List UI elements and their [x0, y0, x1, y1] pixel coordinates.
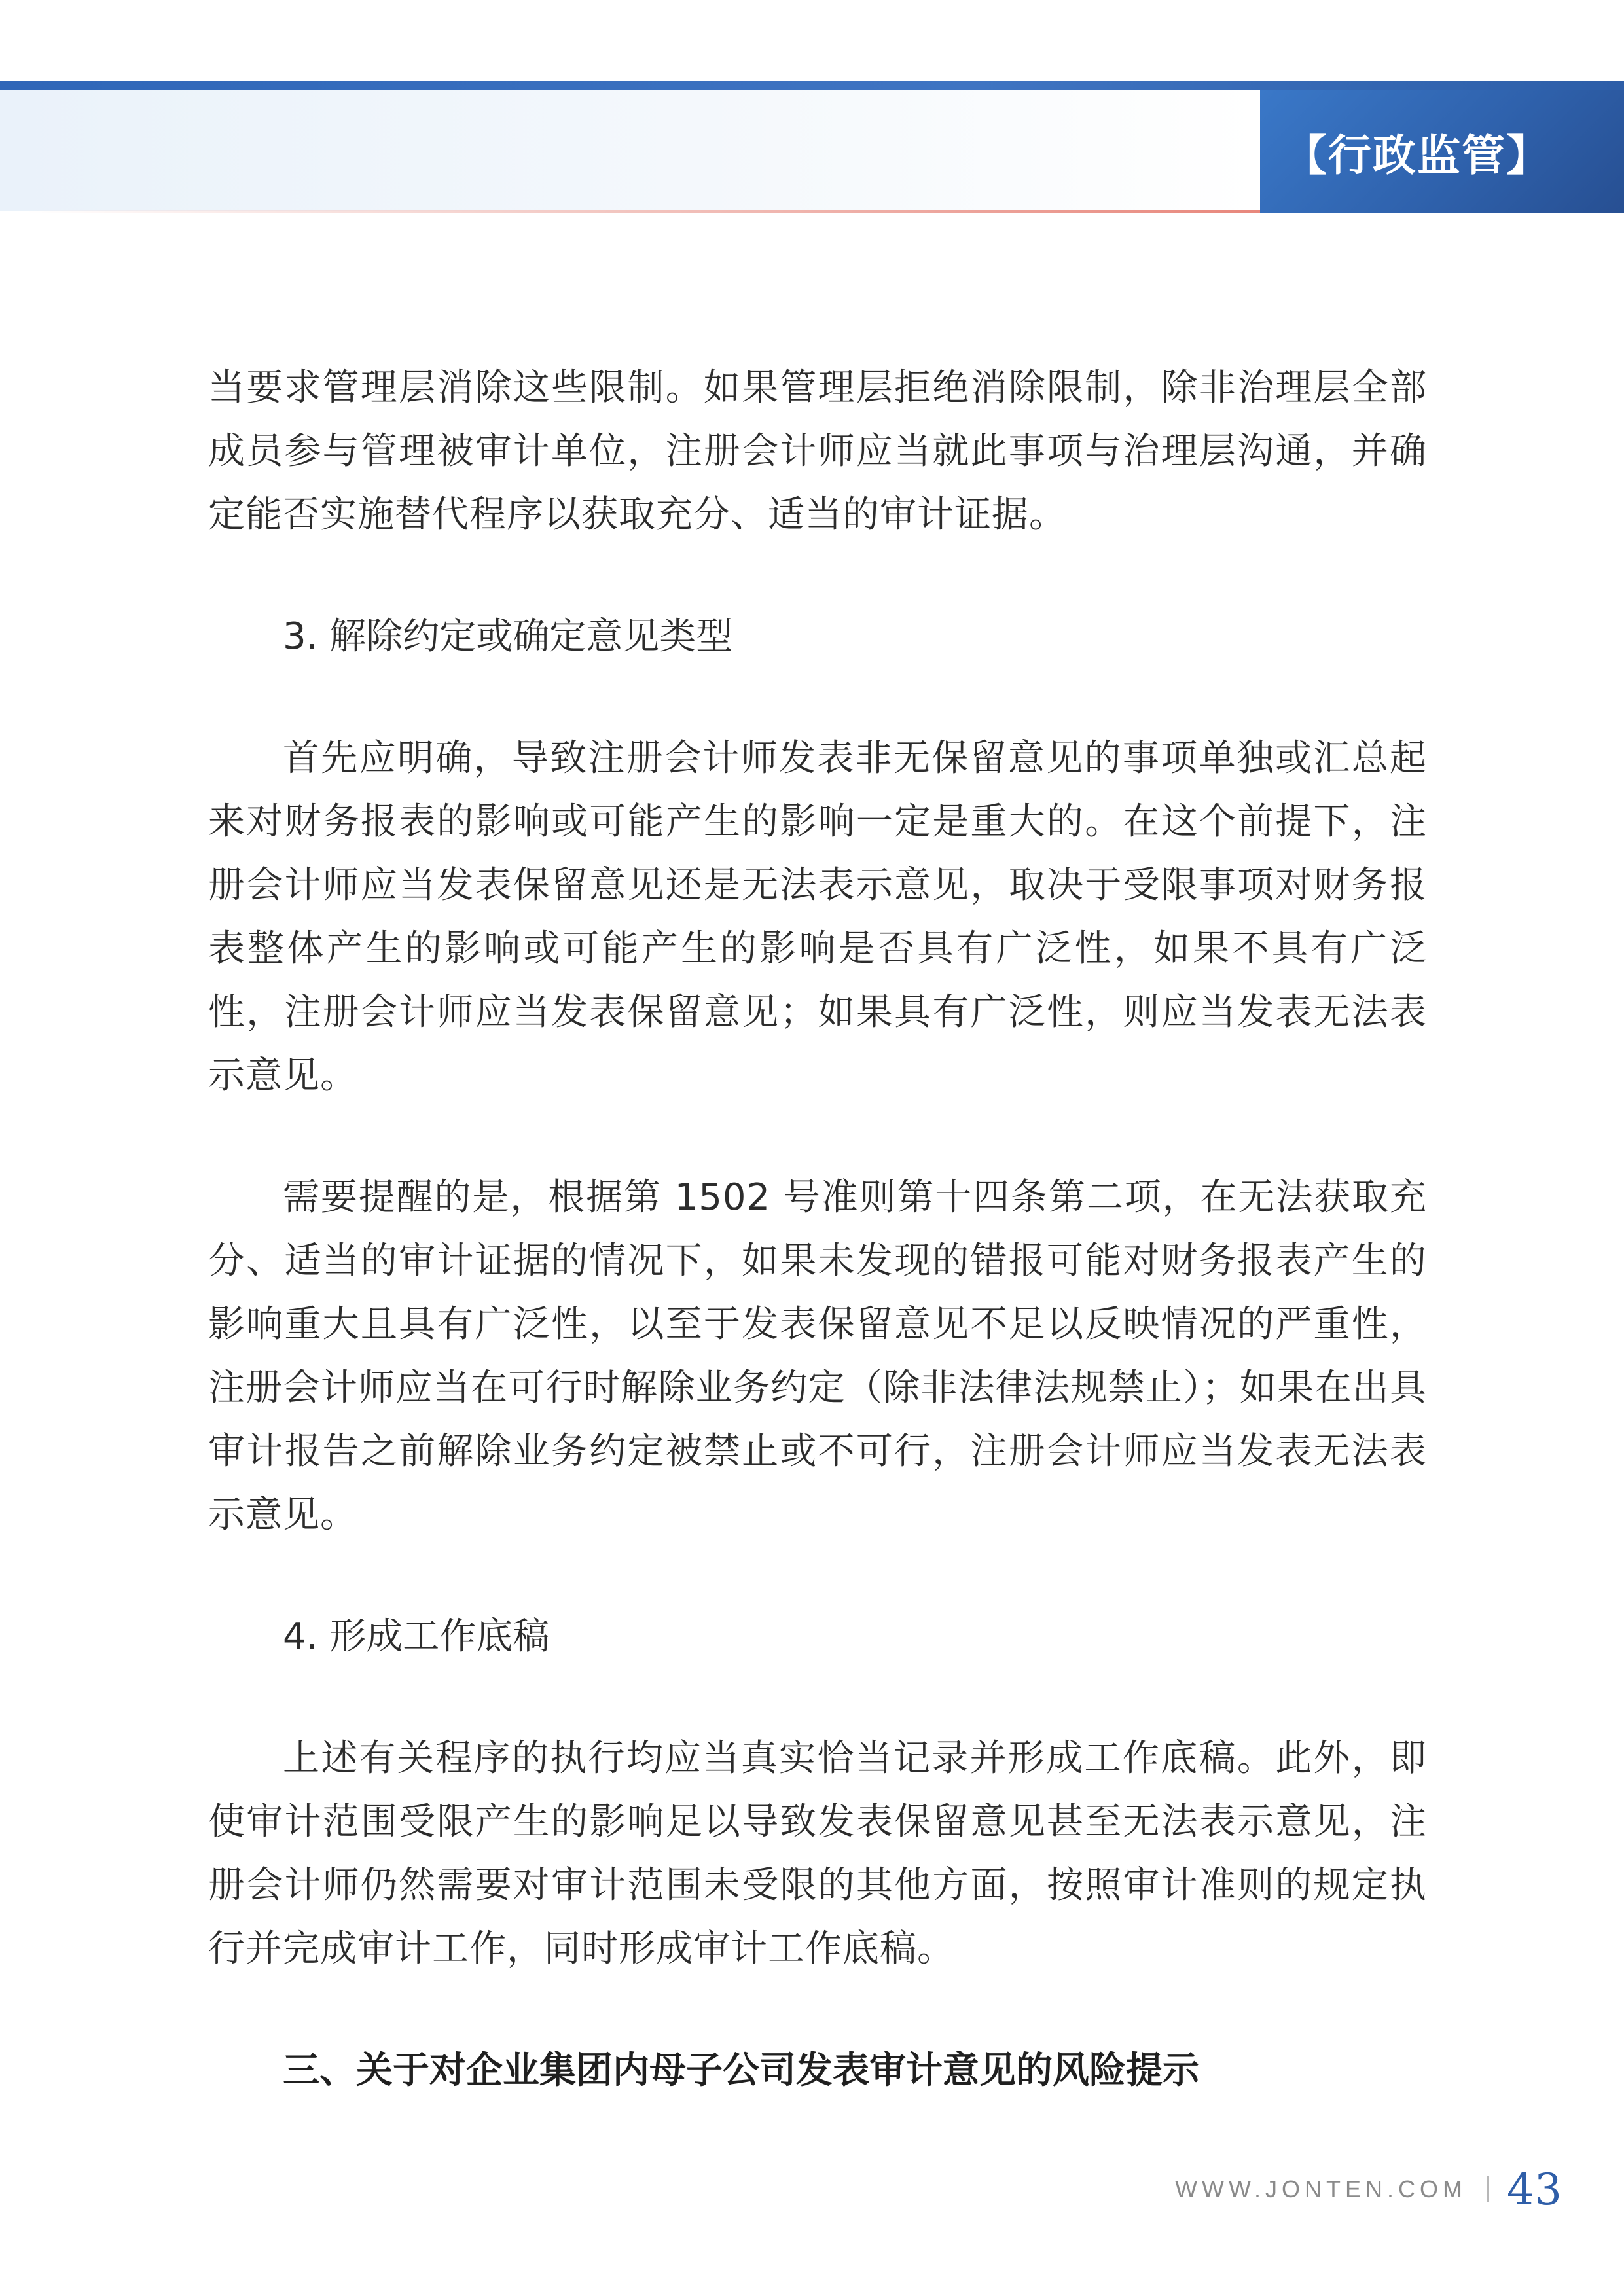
- section-heading: 三、关于对企业集团内母子公司发表审计意见的风险提示: [283, 2049, 1199, 2092]
- paragraph-reminder: 需要提醒的是，根据第 1502 号准则第十四条第二项，在无法获取充分、适当的审计证据的情况下，如果未发现的错报可能对财务报表产生的影响重大且具有广泛性，以至于发表保留意见不足以反映情况的严重性，注册会计师应当在可行时解除业务约定（除非法律法规禁止）；如果在出具审计报告之前解除业务约定被禁止或不可行，注册会计师应当发表无法表示意见。: [208, 1176, 1427, 1536]
- subheading-3: 3. 解除约定或确定意见类型: [283, 615, 733, 658]
- header-top-rule: [0, 81, 1624, 90]
- paragraph-gap: [208, 1981, 1427, 2039]
- header-band: [0, 90, 1260, 211]
- paragraph-working-papers: 上述有关程序的执行均应当真实恰当记录并形成工作底稿。此外，即使审计范围受限产生的影响足以导致发表保留意见甚至无法表示意见，注册会计师仍然需要对审计范围未受限的其他方面，按照审计准则的规定执行并完成审计工作，同时形成审计工作底稿。: [208, 1737, 1427, 1970]
- header-bottom-rule: [26, 210, 1260, 213]
- section-tab-label: 【行政监管】: [1284, 130, 1551, 181]
- paragraph-continuation: 当要求管理层消除这些限制。如果管理层拒绝消除限制，除非治理层全部成员参与管理被审计单位，注册会计师应当就此事项与治理层沟通，并确定能否实施替代程序以获取充分、适当的审计证据。: [208, 367, 1427, 536]
- article-body: [208, 356, 1427, 2102]
- paragraph-gap: [208, 1547, 1427, 1605]
- subheading-4: 4. 形成工作底稿: [283, 1615, 550, 1658]
- page-number: 43: [1507, 2164, 1562, 2215]
- page-footer: [1175, 2163, 1562, 2215]
- footer-divider: [1487, 2176, 1489, 2202]
- paragraph-gap: [208, 547, 1427, 605]
- section-tab: [1260, 90, 1624, 213]
- paragraph-opinion-type: 首先应明确，导致注册会计师发表非无保留意见的事项单独或汇总起来对财务报表的影响或可能产生的影响一定是重大的。在这个前提下，注册会计师应当发表保留意见还是无法表示意见，取决于受限事项对财务报表整体产生的影响或可能产生的影响是否具有广泛性，如果不具有广泛性，注册会计师应当发表保留意见；如果具有广泛性，则应当发表无法表示意见。: [208, 737, 1427, 1097]
- paragraph-gap: [208, 1668, 1427, 1727]
- footer-url: WWW.JONTEN.COM: [1175, 2176, 1468, 2202]
- paragraph-gap: [208, 1107, 1427, 1166]
- paragraph-gap: [208, 668, 1427, 726]
